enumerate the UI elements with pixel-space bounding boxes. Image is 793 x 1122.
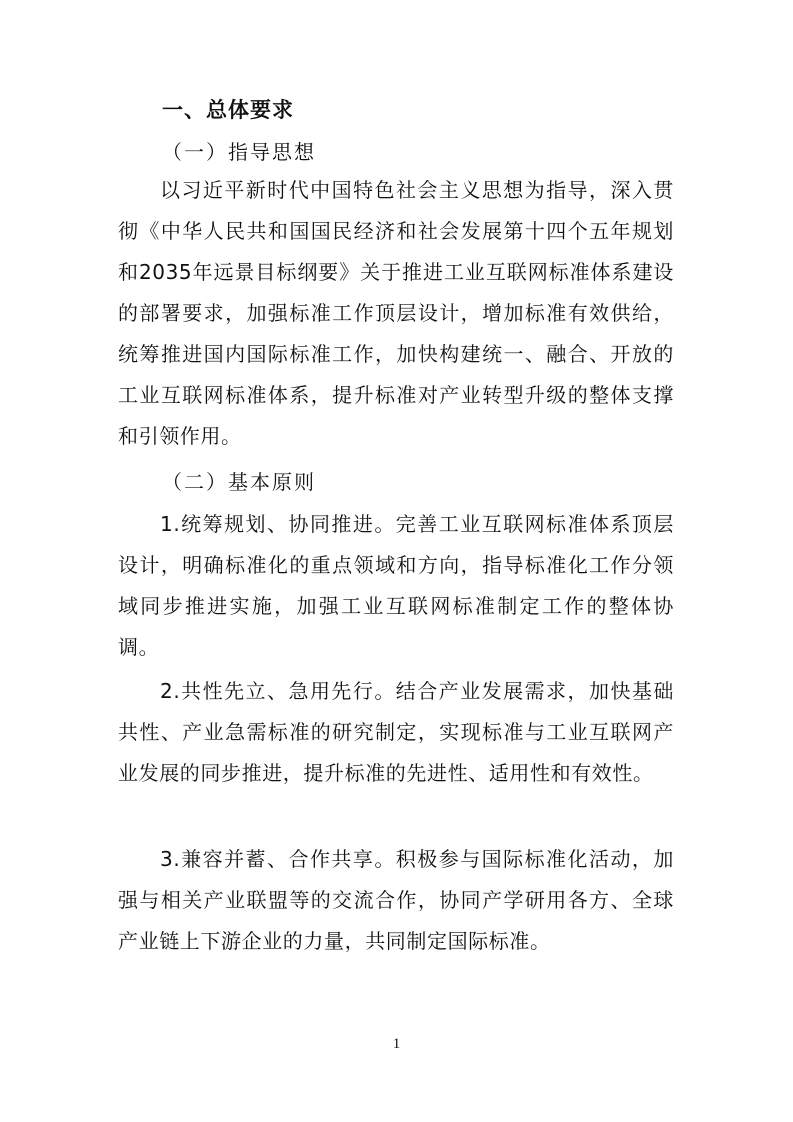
subsection-heading-basic-principles: （二）基本原则 (162, 470, 316, 494)
section-heading-general-requirements: 一、总体要求 (162, 98, 294, 122)
paragraph-principle-2: 2.共性先立、急用先行。结合产业发展需求，加快基础共性、产业急需标准的研究制定，实现标准与工业互联网产业发展的同步推进，提升标准的先进性、适用性和有效性。 (118, 679, 674, 785)
paragraph-guiding-ideology: 以习近平新时代中国特色社会主义思想为指导，深入贯彻《中华人民共和国国民经济和社会发展第十四个五年规划和2035年远景目标纲要》关于推进工业互联网标准体系建设的部署要求，加强标准工作顶层设计，增加标准有效供给，统筹推进国内国际标准工作，加快构建统一、融合、开放的工业互联网标准体系，提升标准对产业转型升级的整体支撑和引领作用。 (118, 178, 674, 448)
page-number: 1 (392, 1036, 401, 1052)
paragraph-principle-1: 1.统筹规划、协同推进。完善工业互联网标准体系顶层设计，明确标准化的重点领域和方向，指导标准化工作分领域同步推进实施，加强工业互联网标准制定工作的整体协调。 (118, 512, 674, 659)
subsection-heading-guiding-ideology: （一）指导思想 (162, 140, 316, 164)
paragraph-principle-3: 3.兼容并蓄、合作共享。积极参与国际标准化活动，加强与相关产业联盟等的交流合作，协同产学研用各方、全球产业链上下游企业的力量，共同制定国际标准。 (118, 847, 674, 953)
